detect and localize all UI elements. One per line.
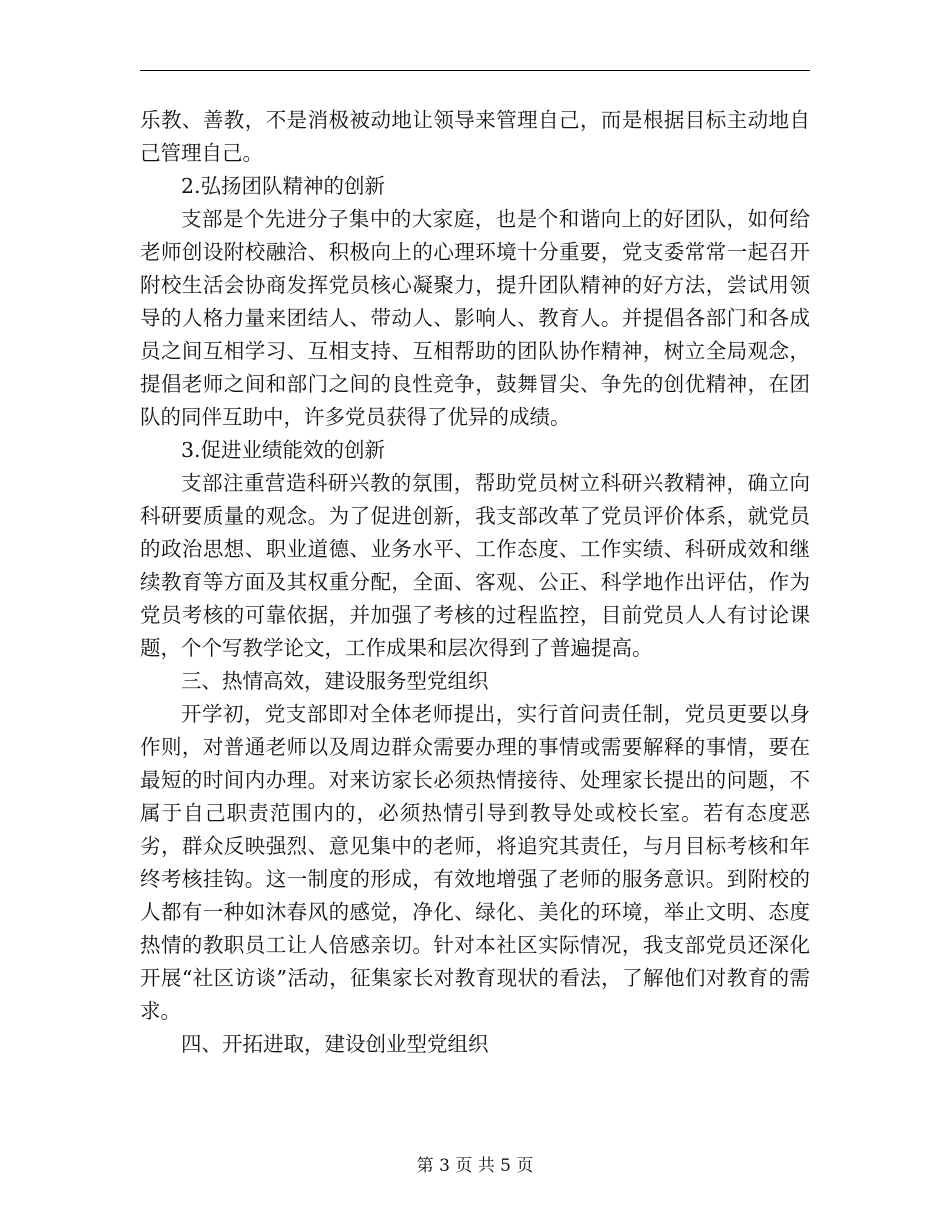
- paragraph-team-spirit: 支部是个先进分子集中的大家庭，也是个和谐向上的好团队，如何给老师创设附校融洽、积极向上的心理环境十分重要，党支委常常一起召开附校生活会协商发挥党员核心凝聚力，提升团队精神的好方法，尝试用领导的人格力量来团结人、带动人、影响人、教育人。并提倡各部门和各成员之间互相学习、互相支持、互相帮助的团队协作精神，树立全局观念，提倡老师之间和部门之间的良性竞争，鼓舞冒尖、争先的创优精神，在团队的同伴互助中，许多党员获得了优异的成绩。: [140, 207, 810, 429]
- page-number: 第 3 页 共 5 页: [416, 1156, 534, 1176]
- paragraph-performance: 支部注重营造科研兴教的氛围，帮助党员树立科研兴教精神，确立向科研要质量的观念。为了促进创新，我支部改革了党员评价体系，就党员的政治思想、职业道德、业务水平、工作态度、工作实绩、科研成效和继续教育等方面及其权重分配，全面、客观、公正、科学地作出评估，作为党员考核的可靠依据，并加强了考核的过程监控，目前党员人人有讨论课题，个个写教学论文，工作成果和层次得到了普遍提高。: [140, 471, 810, 660]
- header-rule: [140, 70, 810, 71]
- heading-service-party: 三、热情高效，建设服务型党组织: [181, 669, 489, 693]
- heading-team-spirit: 2.弘扬团队精神的创新: [181, 174, 386, 198]
- paragraph-continuation: 乐教、善教，不是消极被动地让领导来管理自己，而是根据目标主动地自己管理自己。: [140, 108, 810, 165]
- heading-performance: 3.促进业绩能效的创新: [181, 438, 386, 462]
- document-body: [140, 104, 810, 1061]
- paragraph-service-party: 开学初，党支部即对全体老师提出，实行首问责任制，党员更要以身作则，对普通老师以及周边群众需要办理的事情或需要解释的事情，要在最短的时间内办理。对来访家长必须热情接待、处理家长提出的问题，不属于自己职责范围内的，必须热情引导到教导处或校长室。若有态度恶劣，群众反映强烈、意见集中的老师，将追究其责任，与月目标考核和年终考核挂钩。这一制度的形成，有效地增强了老师的服务意识。到附校的人都有一种如沐春风的感觉，净化、绿化、美化的环境，举止文明、态度热情的教职员工让人倍感亲切。针对本社区实际情况，我支部党员还深化开展“社区访谈”活动，征集家长对教育现状的看法，了解他们对教育的需求。: [140, 702, 810, 1023]
- heading-pioneering-party: 四、开拓进取，建设创业型党组织: [181, 1032, 489, 1056]
